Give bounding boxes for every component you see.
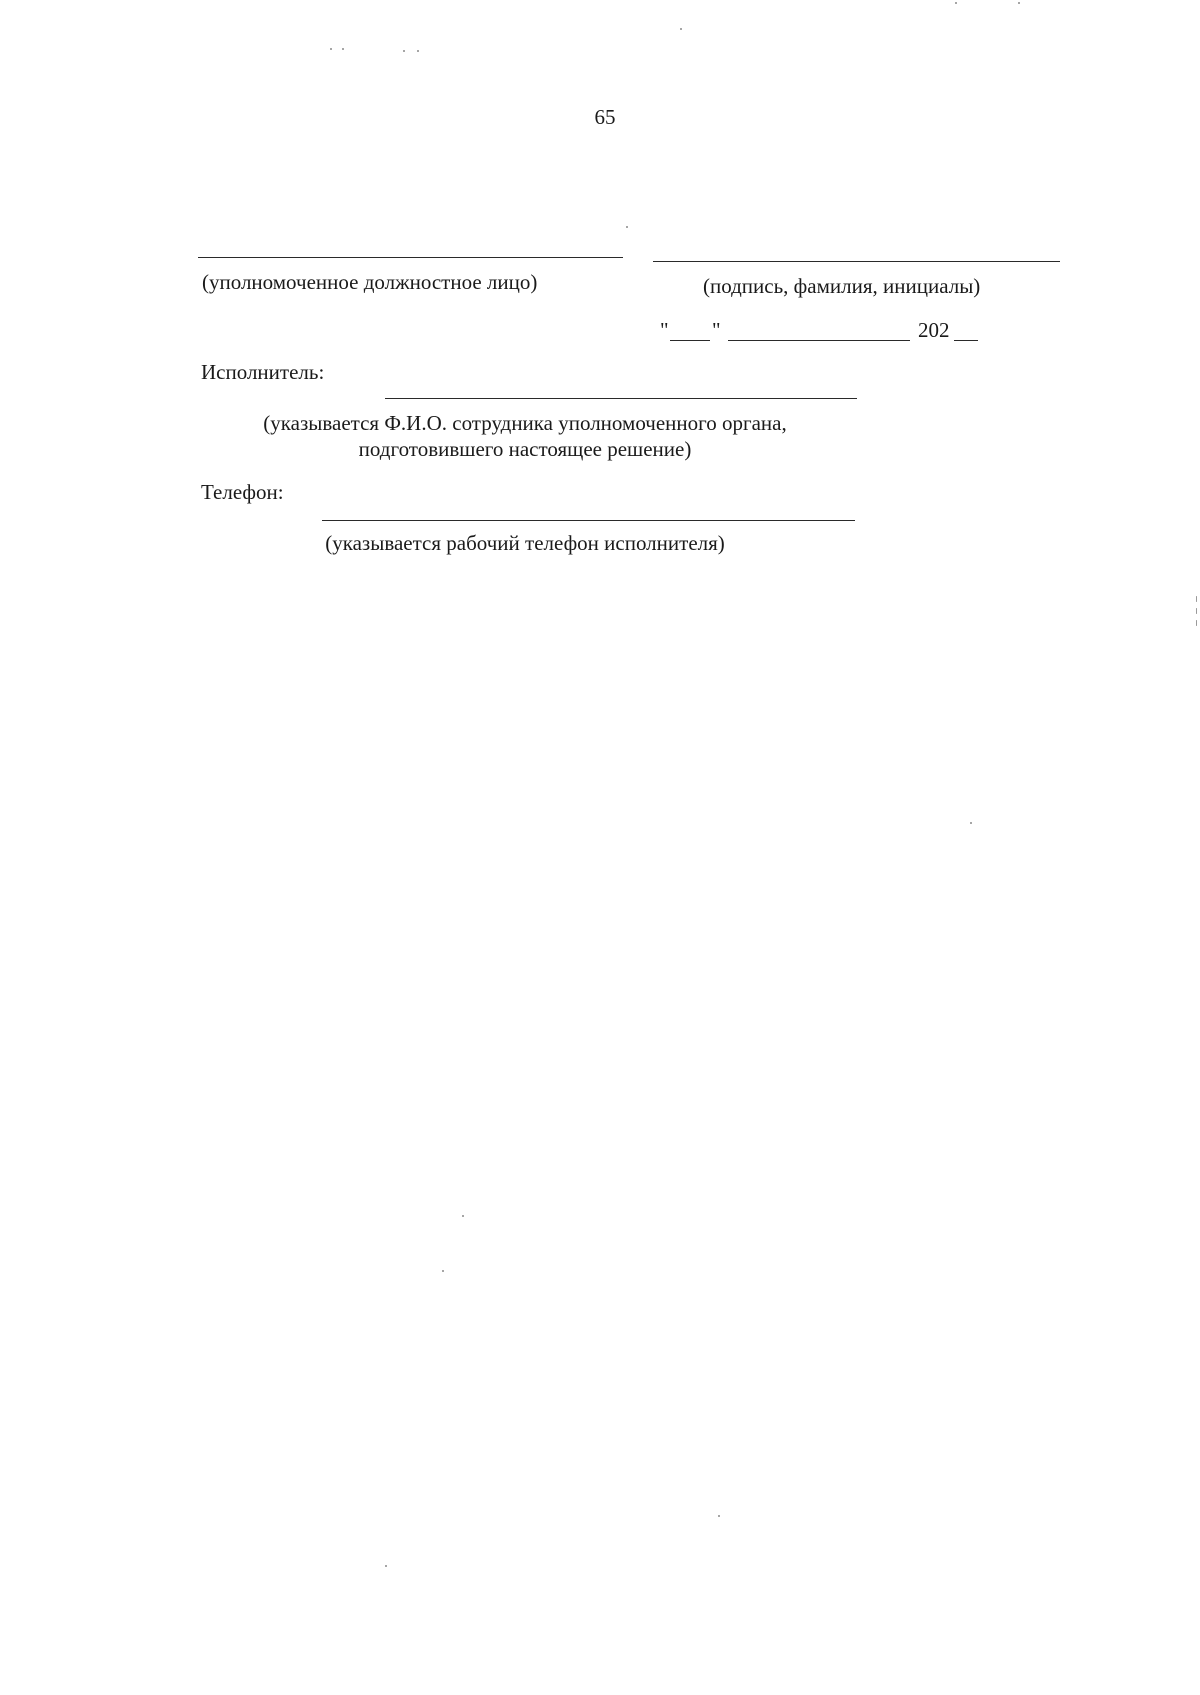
scan-speck xyxy=(970,822,972,824)
date-year-blank xyxy=(954,340,978,341)
date-quote-open: " xyxy=(660,318,669,342)
phone-caption: (указывается рабочий телефон исполнителя) xyxy=(325,531,725,555)
page-number: 65 xyxy=(594,105,616,129)
scan-speck xyxy=(403,50,405,52)
scan-speck xyxy=(626,226,628,228)
date-quote-close: " xyxy=(712,318,721,342)
scan-speck xyxy=(462,1215,464,1217)
scan-speck xyxy=(1196,620,1197,626)
executor-label: Исполнитель: xyxy=(201,360,325,384)
executor-name-line xyxy=(385,398,857,399)
date-year-prefix: 202 xyxy=(918,318,950,342)
official-signature-line xyxy=(198,257,623,258)
scan-speck xyxy=(680,28,682,30)
scan-speck xyxy=(385,1565,387,1567)
signature-name-line xyxy=(653,261,1060,262)
scan-speck xyxy=(1196,596,1197,602)
executor-caption-line1: (указывается Ф.И.О. сотрудника уполномоченного органа, xyxy=(263,411,787,435)
scan-speck xyxy=(1018,2,1020,4)
scan-speck xyxy=(1196,608,1197,614)
date-day-blank xyxy=(670,340,710,341)
date-month-blank xyxy=(728,340,910,341)
phone-line xyxy=(322,520,855,521)
scan-speck xyxy=(718,1515,720,1517)
scan-speck xyxy=(330,48,332,50)
scan-speck xyxy=(955,2,957,4)
scan-speck xyxy=(417,50,419,52)
scan-speck xyxy=(442,1270,444,1272)
scan-speck xyxy=(342,48,344,50)
signature-caption: (подпись, фамилия, инициалы) xyxy=(703,274,981,298)
executor-caption-line2: подготовившего настоящее решение) xyxy=(358,437,692,461)
official-caption: (уполномоченное должностное лицо) xyxy=(202,270,538,294)
phone-label: Телефон: xyxy=(201,480,284,504)
